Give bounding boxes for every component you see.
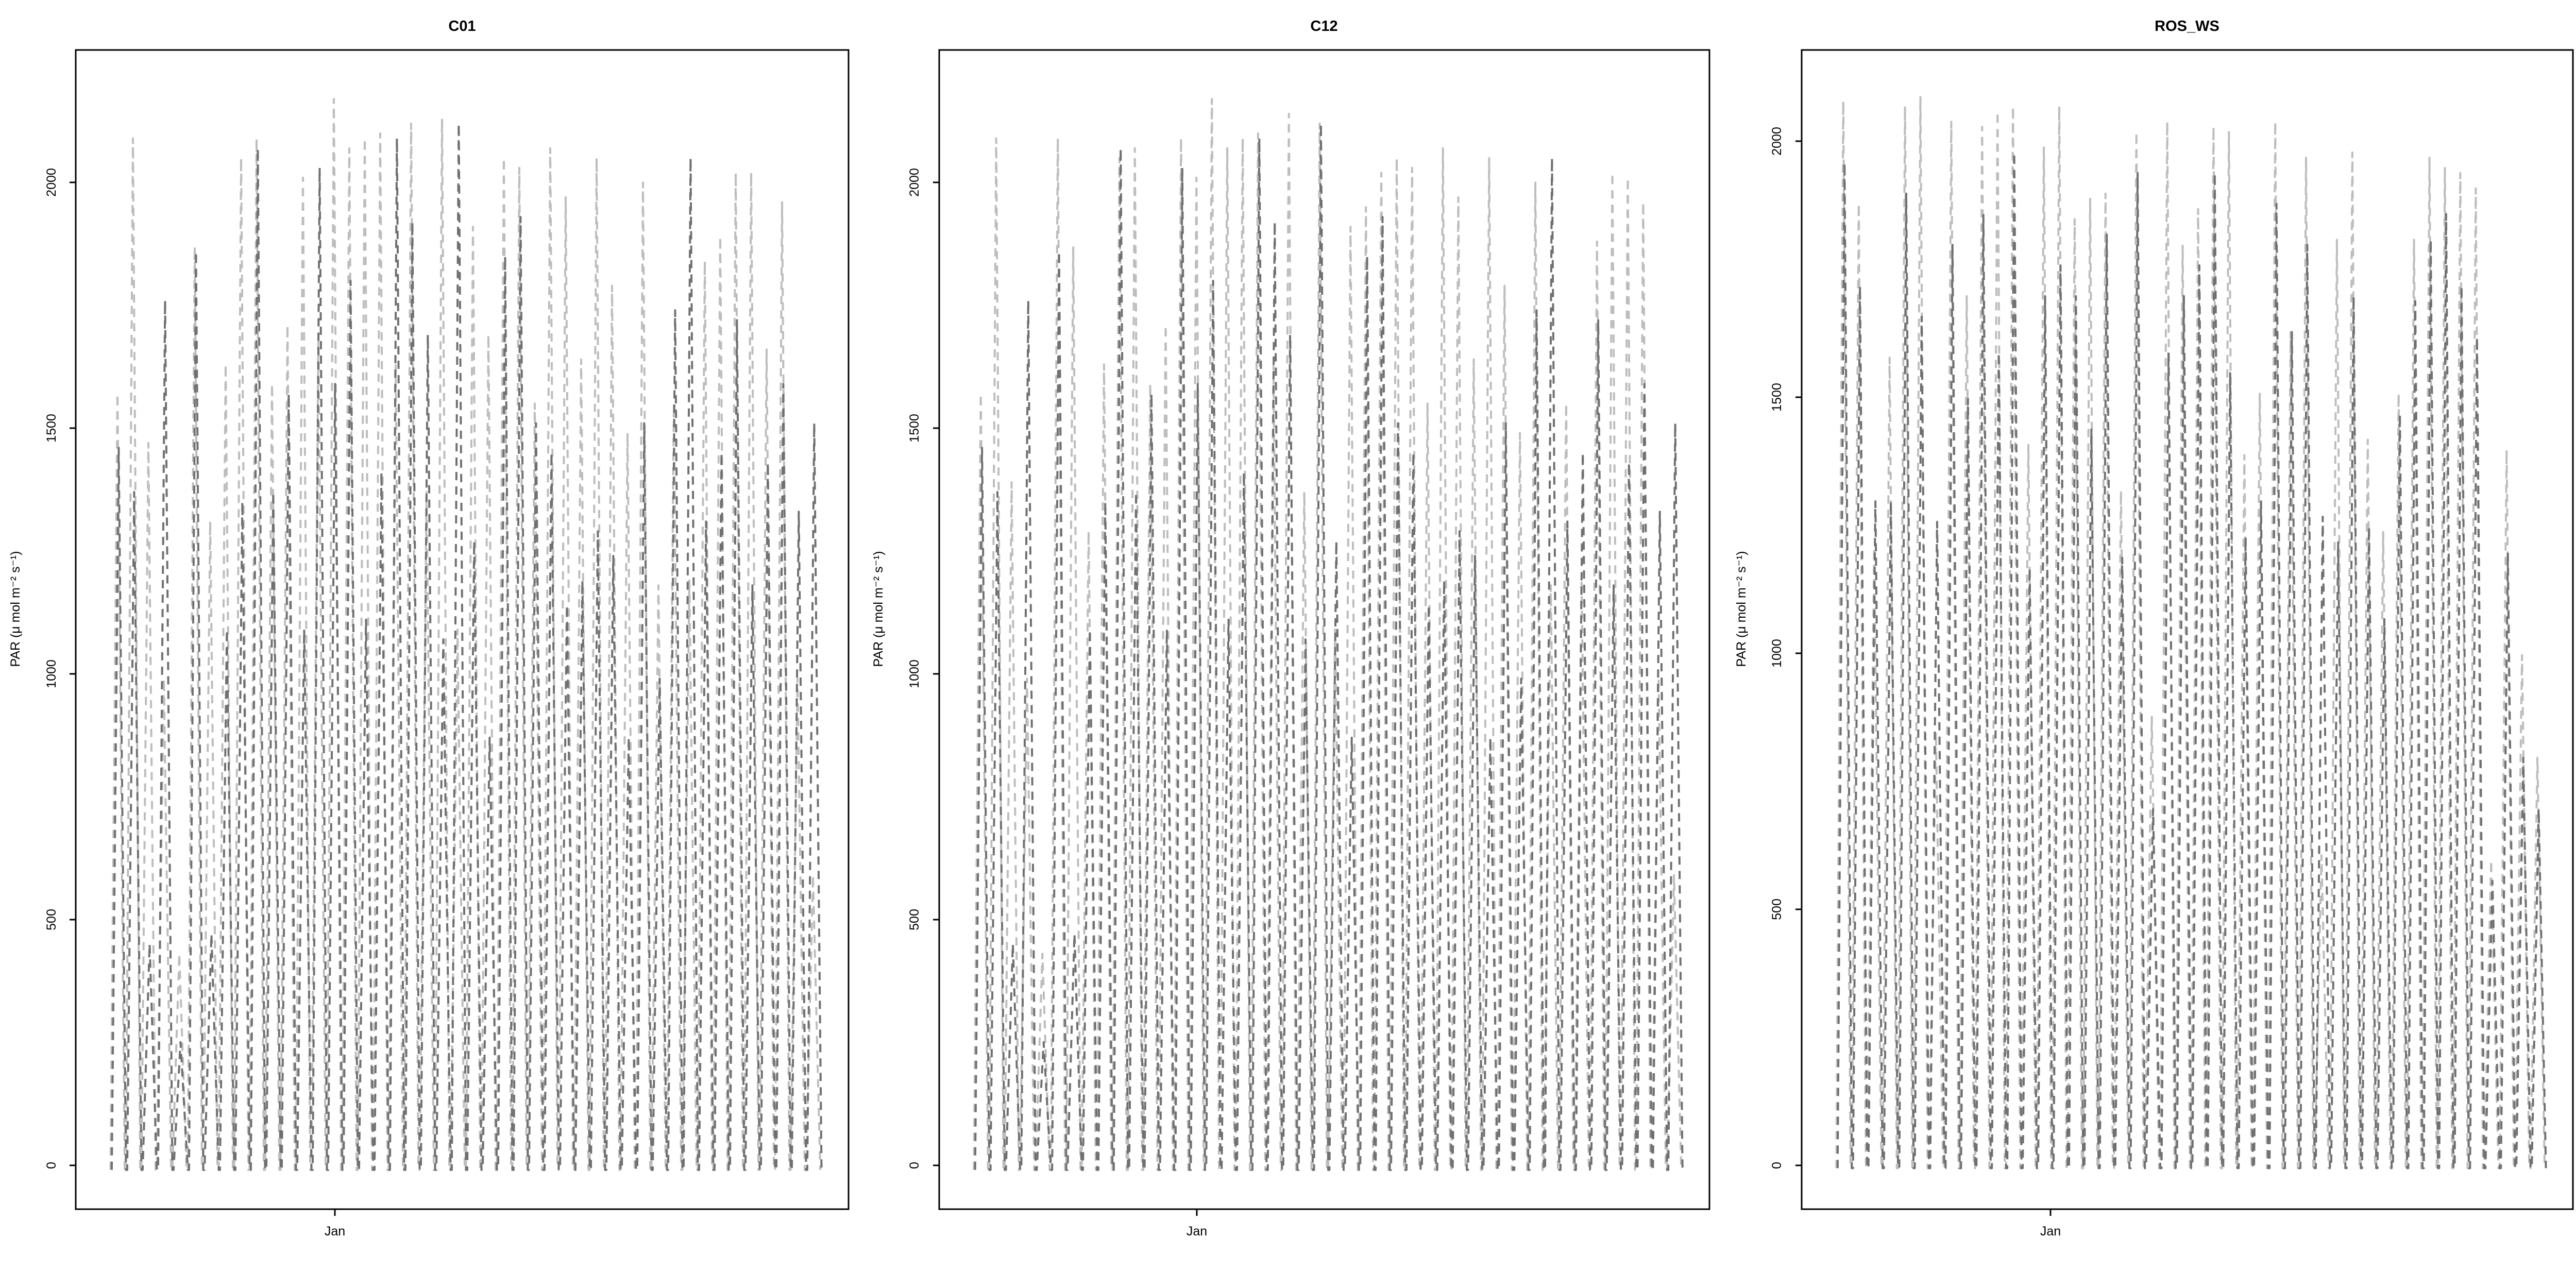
chart-title: C01 bbox=[448, 18, 476, 35]
y-tick-label: 500 bbox=[44, 909, 59, 930]
y-tick-label: 1500 bbox=[1770, 383, 1784, 412]
y-tick-label: 0 bbox=[44, 1162, 59, 1169]
y-tick-label: 1000 bbox=[907, 659, 922, 688]
y-tick-label: 1000 bbox=[1770, 639, 1784, 668]
y-tick-label: 500 bbox=[1770, 899, 1784, 920]
y-tick-label: 1500 bbox=[44, 414, 59, 443]
y-axis-label: PAR (μ mol m⁻² s⁻¹) bbox=[1734, 551, 1749, 667]
y-tick-label: 500 bbox=[907, 909, 922, 930]
y-tick-label: 1500 bbox=[907, 414, 922, 443]
y-tick-label: 2000 bbox=[907, 168, 922, 197]
x-tick-label: Jan bbox=[1186, 1224, 1208, 1239]
y-tick-label: 2000 bbox=[44, 168, 59, 197]
x-tick-label: Jan bbox=[324, 1224, 346, 1239]
x-tick-label: Jan bbox=[2040, 1224, 2061, 1239]
y-axis-label: PAR (μ mol m⁻² s⁻¹) bbox=[871, 551, 886, 667]
y-axis-label: PAR (μ mol m⁻² s⁻¹) bbox=[8, 551, 23, 667]
chart-title: C12 bbox=[1310, 18, 1338, 35]
y-tick-label: 0 bbox=[1770, 1162, 1784, 1169]
y-tick-label: 2000 bbox=[1770, 127, 1784, 156]
y-tick-label: 1000 bbox=[44, 659, 59, 688]
chart-title: ROS_WS bbox=[2155, 18, 2219, 35]
y-tick-label: 0 bbox=[907, 1162, 922, 1169]
